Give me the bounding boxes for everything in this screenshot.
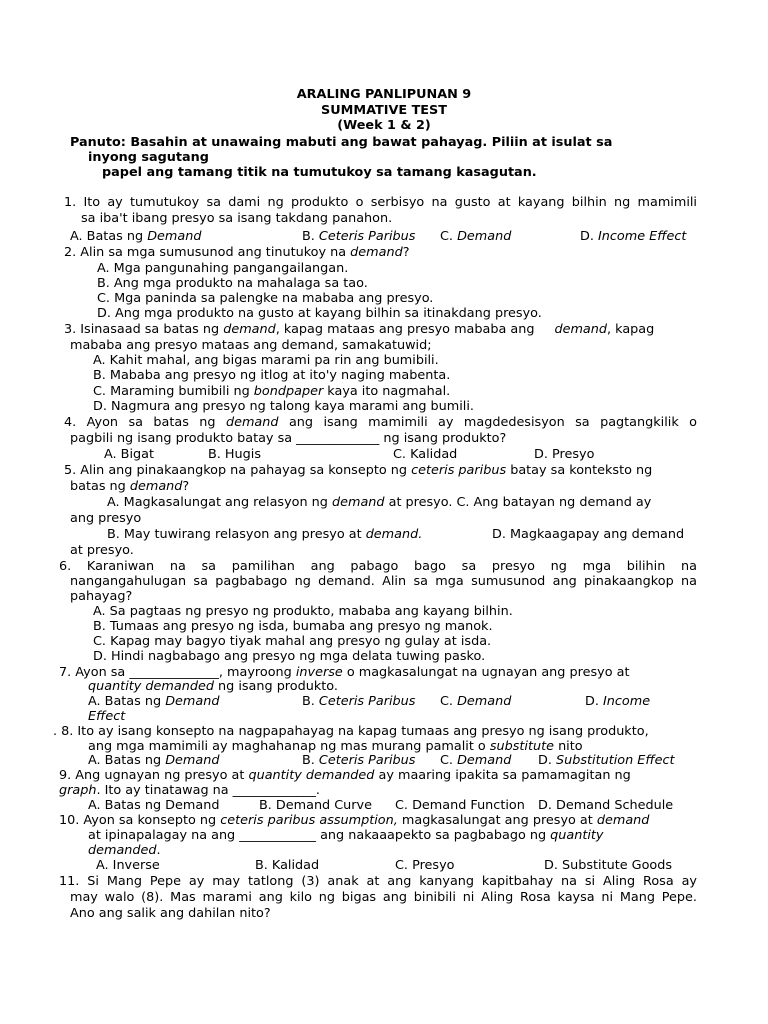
question-10-option-c: C. Presyo bbox=[395, 858, 455, 873]
question-10-line-3: demanded. bbox=[88, 843, 161, 858]
question-7-line-2: quantity demanded ng isang produkto. bbox=[88, 679, 338, 694]
question-1-option-b: B. Ceteris Paribus bbox=[302, 229, 416, 244]
question-6-option-a: A. Sa pagtaas ng presyo ng produkto, mababa ang kayang bilhin. bbox=[93, 604, 513, 619]
question-8-option-b: B. Ceteris Paribus bbox=[302, 753, 416, 768]
question-3-line-2: mababa ang presyo mataas ang demand, samakatuwid; bbox=[70, 338, 432, 353]
question-7-option-a: A. Batas ng Demand bbox=[88, 694, 220, 709]
question-2-option-a: A. Mga pangunahing pangangailangan. bbox=[97, 261, 349, 276]
question-11-line-1: 11. Si Mang Pepe ay may tatlong (3) anak at ang kanyang kapitbahay na si Aling Rosa ay bbox=[59, 874, 697, 889]
question-7-option-d-continued: Effect bbox=[88, 709, 126, 724]
instructions-line-2: inyong sagutang bbox=[88, 150, 209, 165]
subject-title: ARALING PANLIPUNAN 9 bbox=[296, 87, 472, 102]
question-7-option-c: C. Demand bbox=[440, 694, 512, 709]
question-10-option-b: B. Kalidad bbox=[255, 858, 320, 873]
question-4-line-1: 4. Ayon sa batas ng demand ang isang mamimili ay magdedesisyon sa pagtangkilik o bbox=[64, 415, 697, 430]
instructions-line-3: papel ang tamang titik na tumutukoy sa tamang kasagutan. bbox=[102, 165, 537, 180]
week-title: (Week 1 & 2) bbox=[337, 118, 431, 133]
question-9-line-1: 9. Ang ugnayan ng presyo at quantity demanded ay maaring ipakita sa pamamagitan ng bbox=[59, 768, 631, 783]
document-header bbox=[0, 87, 768, 134]
question-5-option-d-continued: at presyo. bbox=[70, 543, 134, 558]
question-10-line-1: 10. Ayon sa konsepto ng ceteris paribus assumption, magkasalungat ang presyo at demand bbox=[59, 813, 650, 828]
question-7-option-d: D. Income bbox=[585, 694, 651, 709]
question-2-option-d: D. Ang mga produkto na gusto at kayang bilhin sa itinakdang presyo. bbox=[97, 306, 542, 321]
question-3-option-c: C. Maraming bumibili ng bondpaper kaya ito nagmahal. bbox=[93, 384, 451, 399]
question-3-option-b: B. Mababa ang presyo ng itlog at ito'y naging mabenta. bbox=[93, 368, 451, 383]
question-4-line-2: pagbili ng isang produkto batay sa _____________ ng isang produkto? bbox=[70, 431, 507, 446]
question-4-option-b: B. Hugis bbox=[208, 447, 261, 462]
question-3-option-a: A. Kahit mahal, ang bigas marami pa rin ang bumibili. bbox=[93, 353, 439, 368]
question-9-option-d: D. Demand Schedule bbox=[538, 798, 674, 813]
question-1-line-2: sa iba't ibang presyo sa isang takdang panahon. bbox=[81, 211, 393, 226]
question-9-line-2: graph. Ito ay tinatawag na _____________. bbox=[59, 783, 320, 798]
question-4-option-a: A. Bigat bbox=[104, 447, 154, 462]
question-5-option-b: B. May tuwirang relasyon ang presyo at demand. bbox=[107, 527, 423, 542]
question-8-line-2: ang mga mamimili ay maghahanap ng mas murang pamalit o substitute nito bbox=[88, 739, 583, 754]
question-6-option-d: D. Hindi nagbabago ang presyo ng mga delata tuwing pasko. bbox=[93, 649, 486, 664]
question-3-line-1: 3. Isinasaad sa batas ng demand, kapag mataas ang presyo mababa ang demand, kapag bbox=[64, 322, 655, 337]
question-5-line-1: 5. Alin ang pinakaangkop na pahayag sa konsepto ng ceteris paribus batay sa konteksto ng bbox=[64, 463, 653, 478]
question-8-option-c: C. Demand bbox=[440, 753, 512, 768]
question-6-line-2: nangangahulugan sa pagbabago ng demand. Alin sa mga sumusunod ang pinakaangkop na bbox=[70, 574, 697, 589]
question-1-line-1: 1. Ito ay tumutukoy sa dami ng produkto o serbisyo na gusto at kayang bilhin ng mamimili bbox=[64, 195, 697, 210]
question-4-option-c: C. Kalidad bbox=[393, 447, 458, 462]
instructions-line-1: Panuto: Basahin at unawaing mabuti ang bawat pahayag. Piliin at isulat sa bbox=[70, 135, 613, 150]
question-9-option-a: A. Batas ng Demand bbox=[88, 798, 220, 813]
question-6-line-3: pahayag? bbox=[70, 589, 133, 604]
question-1-option-d: D. Income Effect bbox=[580, 229, 687, 244]
question-2-option-c: C. Mga paninda sa palengke na mababa ang presyo. bbox=[97, 291, 434, 306]
question-10-line-2: at ipinapalagay na ang ____________ ang nakaaapekto sa pagbabago ng quantity bbox=[88, 828, 604, 843]
question-1-option-c: C. Demand bbox=[440, 229, 512, 244]
question-6-line-1: 6. Karaniwan na sa pamilihan ang pabago bago sa presyo ng mga bilihin na bbox=[59, 559, 697, 574]
question-8-option-a: A. Batas ng Demand bbox=[88, 753, 220, 768]
question-8-option-d: D. Substitution Effect bbox=[538, 753, 675, 768]
question-2-option-b: B. Ang mga produkto na mahalaga sa tao. bbox=[97, 276, 368, 291]
question-5-option-d: D. Magkaagapay ang demand bbox=[492, 527, 685, 542]
question-9-option-b: B. Demand Curve bbox=[259, 798, 373, 813]
question-6-option-c: C. Kapag may bagyo tiyak mahal ang presyo ng gulay at isda. bbox=[93, 634, 492, 649]
question-5-line-2: batas ng demand? bbox=[70, 479, 190, 494]
question-4-option-d: D. Presyo bbox=[534, 447, 595, 462]
question-2-line-1: 2. Alin sa mga sumusunod ang tinutukoy na demand? bbox=[64, 245, 410, 260]
question-9-option-c: C. Demand Function bbox=[395, 798, 525, 813]
question-3-option-d: D. Nagmura ang presyo ng talong kaya marami ang bumili. bbox=[93, 399, 474, 414]
question-5-option-a-c: A. Magkasalungat ang relasyon ng demand at presyo. C. Ang batayan ng demand ay bbox=[107, 495, 652, 510]
test-title: SUMMATIVE TEST bbox=[321, 102, 447, 118]
question-7-line-1: 7. Ayon sa ______________, mayroong inverse o magkasalungat na ugnayan ang presyo at bbox=[59, 665, 630, 680]
question-11-line-2: may walo (8). Mas marami ang kilo ng bigas ang binibili ni Aling Rosa kaysa ni Mang Pepe. bbox=[70, 890, 697, 905]
question-1-option-a: A. Batas ng Demand bbox=[70, 229, 202, 244]
question-6-option-b: B. Tumaas ang presyo ng isda, bumaba ang presyo ng manok. bbox=[93, 619, 493, 634]
question-7-option-b: B. Ceteris Paribus bbox=[302, 694, 416, 709]
instructions bbox=[70, 135, 710, 180]
question-8-line-1: . 8. Ito ay isang konsepto na nagpapahayag na kapag tumaas ang presyo ng isang produkto, bbox=[53, 724, 649, 739]
question-10-option-d: D. Substitute Goods bbox=[544, 858, 673, 873]
question-11-line-3: Ano ang salik ang dahilan nito? bbox=[70, 906, 271, 921]
question-10-option-a: A. Inverse bbox=[96, 858, 160, 873]
question-5-option-c-continued: ang presyo bbox=[70, 511, 142, 526]
